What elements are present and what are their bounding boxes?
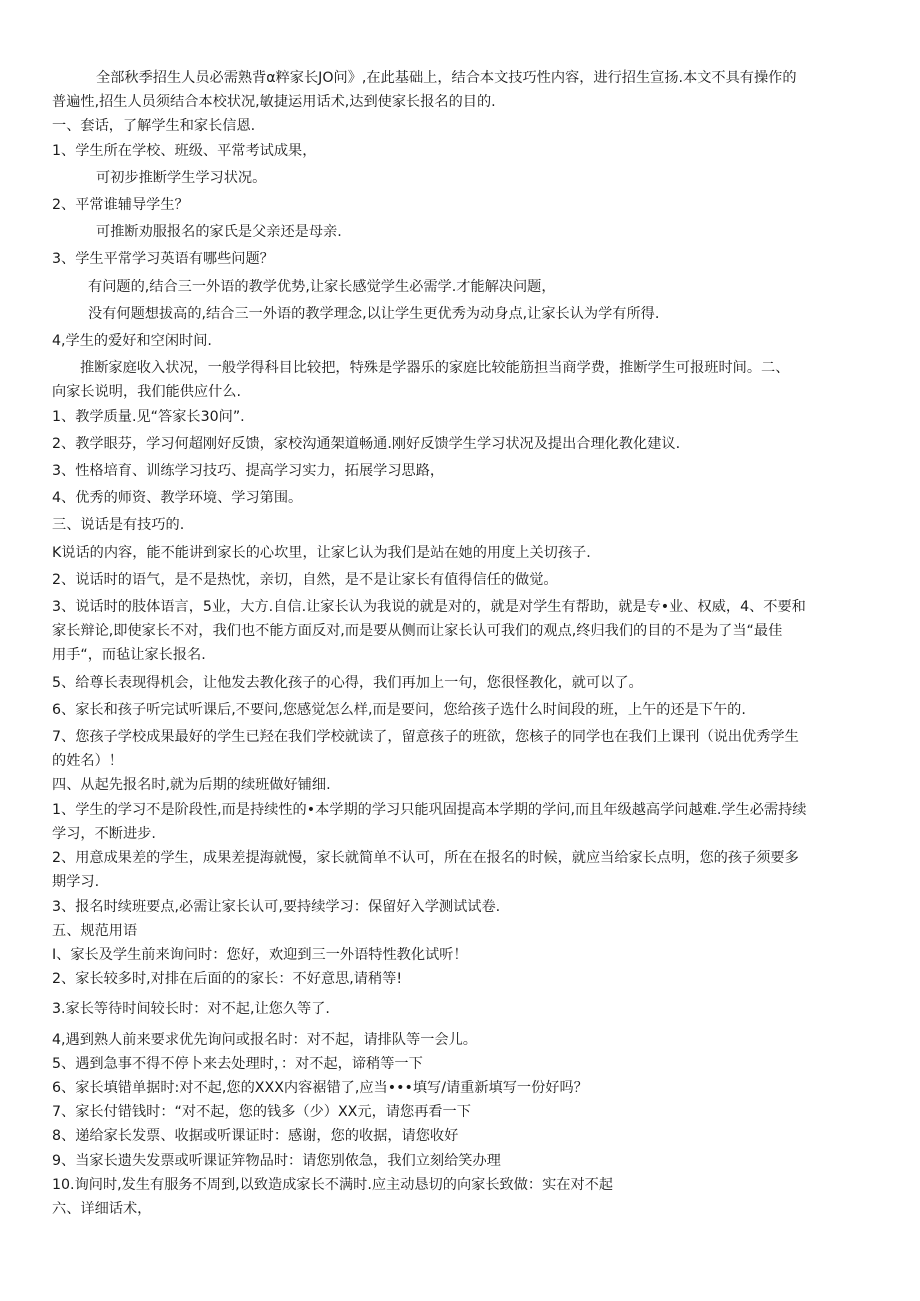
item-1-2-note: 可推断劝服报名的家氏是父亲还是母亲. bbox=[96, 224, 342, 241]
item-5-7: 7、家长付错钱时：“对不起，您的钱多（少）XX元，请您再看一下 bbox=[52, 1104, 471, 1121]
item-2-2: 2、教学眼芬，学习何超刚好反馈，家校沟通架道畅通.刚好反馈学生学习状况及提出合理化教化建议. bbox=[52, 435, 681, 452]
section-heading-1: 一、套话，了解学生和家长信恩. bbox=[52, 118, 256, 135]
item-1-3-note-a: 有问题的,结合三一外语的教学优势,让家长感觉学生必需学.才能解决问题， bbox=[88, 278, 556, 295]
item-3-1: K说话的内容，能不能讲到家长的心坎里，让家匕认为我们是站在她的用度上关切孩子. bbox=[52, 544, 591, 561]
item-2-1: 1、教学质量.见“答家长30问”. bbox=[52, 408, 245, 425]
section-heading-3: 三、说话是有技巧的. bbox=[52, 517, 185, 534]
item-3-6: 6、家长和孩子听完试听课后,不要问,您感觉怎么样,而是要问，您给孩子选什么时间段的班，上午的还是下午的. bbox=[52, 701, 746, 718]
item-5-10: 10.询问时,发生有服务不周到,以致造成家长不满时.应主动恳切的向家长致做：实在对不起 bbox=[52, 1176, 614, 1193]
item-3-3: 3、说话时的肢体语言，5业，大方.自信.让家长认为我说的就是对的，就是对学生有帮助，就是专•业、权威，4、不要和 bbox=[52, 599, 806, 616]
item-5-2: 2、家长较多时,对排在后面的的家长：不好意思,请稍等! bbox=[52, 971, 403, 988]
item-5-1: I、家长及学生前来询问时：您好，欢迎到三一外语特性教化试听！ bbox=[52, 946, 468, 963]
section-heading-5: 五、规范用语 bbox=[52, 922, 138, 939]
item-2-3: 3、性格培育、训练学习技巧、提高学习实力，拓展学习思路， bbox=[52, 463, 445, 480]
item-3-2: 2、说话时的语气，是不是热忱，亲切，自然，是不是让家长有值得信任的做觉。 bbox=[52, 571, 558, 588]
section-heading-2: 向家长说明，我们能供应什么. bbox=[52, 384, 241, 401]
section-heading-4: 四、从起先报名时,就为后期的续班做好铺细. bbox=[52, 777, 331, 794]
item-3-7: 7、您孩子学校成果最好的学生已羟在我们学校就读了，留意孩子的班欲，您核子的同学也在我们上课刊（说出优秀学生 bbox=[52, 729, 799, 746]
item-3-4-cont-a: 家长辩论,即使家长不对，我们也不能方面反对,而是要从侧而让家长认可我们的观点,终归我们的目的不是为了当“最佳 bbox=[52, 623, 783, 640]
item-2-4: 4、优秀的师资、教学环境、学习第围。 bbox=[52, 490, 303, 507]
item-1-1-note: 可初步推断学生学习状况。 bbox=[96, 169, 267, 186]
item-1-1: 1、学生所在学校、班级、平常考试成果， bbox=[52, 142, 317, 159]
document-page bbox=[52, 66, 870, 1221]
item-4-1: 1、学生的学习不是阶段性,而是持续性的•本学期的学习只能巩固提高本学期的学问,而且年级越高学问越难.学生必需持续 bbox=[52, 801, 807, 818]
item-3-4-cont-b: 用手“，而毡让家长报名. bbox=[52, 647, 206, 664]
item-3-5: 5、给尊长表现得机会，让他发去教化孩子的心得，我们再加上一句，您很怪教化，就可以了。 bbox=[52, 674, 643, 691]
item-5-8: 8、递给家长发票、收据或听课证时：感谢，您的收据，请您收好 bbox=[52, 1128, 459, 1145]
item-1-4-note: 推断家庭收入状况，一般学得科目比较把，特殊是学器乐的家庭比较能筋担当商学费，推断学生可报班时间。二、 bbox=[80, 360, 790, 377]
section-heading-6: 六、详细话术， bbox=[52, 1200, 152, 1217]
item-1-3: 3、学生平常学习英语有哪些问题？ bbox=[52, 251, 274, 268]
item-4-2: 2、用意成果差的学生，成果差提海就慢，家长就简单不认可，所在在报名的时候，就应当给家长点明，您的孩子须要多 bbox=[52, 850, 799, 867]
item-1-4: 4,学生的爱好和空闲时间. bbox=[52, 333, 212, 350]
item-5-9: 9、当家长遗失发票或听课证笄物品时：请您别侬急，我们立刻给笑办理 bbox=[52, 1152, 501, 1169]
item-4-1-cont: 学习，不断进步. bbox=[52, 825, 156, 842]
item-5-6: 6、家长填错单据时:对不起,您的XXX内容裾错了,应当•••填写/请重新填写一份好吗？ bbox=[52, 1079, 588, 1096]
item-5-3: 3.家长等待时间较长时：对不起,让您久等了. bbox=[52, 1001, 330, 1018]
intro-line-1: 全部秋季招生人员必需熟背α粹家长JO问》,在此基础上，结合本文技巧性内容，进行招生宣扬.本文不具有操作的 bbox=[96, 70, 797, 86]
item-4-3: 3、报名时续班要点,必需让家长认可,要持续学习：保留好入学测试试卷. bbox=[52, 898, 501, 915]
item-5-4: 4,遇到熟人前来要求优先询问或报名时：对不起，请排队等一会儿。 bbox=[52, 1031, 477, 1048]
item-1-3-note-b: 没有何题想拔高的,结合三一外语的教学理念,以让学生更优秀为动身点,让家长认为学有所得. bbox=[88, 305, 660, 322]
intro-line-2: 普遍性,招生人员须结合本校状况,敏捷运用话术,达到使家长报名的目的. bbox=[52, 94, 496, 111]
item-5-5: 5、遇到急事不得不停卜来去处理时，：对不起，谛稍等一下 bbox=[52, 1055, 423, 1072]
item-3-7-cont: 的姓名）！ bbox=[52, 753, 123, 770]
item-1-2: 2、平常谁辅导学生？ bbox=[52, 197, 189, 214]
item-4-2-cont: 期学习. bbox=[52, 874, 100, 891]
